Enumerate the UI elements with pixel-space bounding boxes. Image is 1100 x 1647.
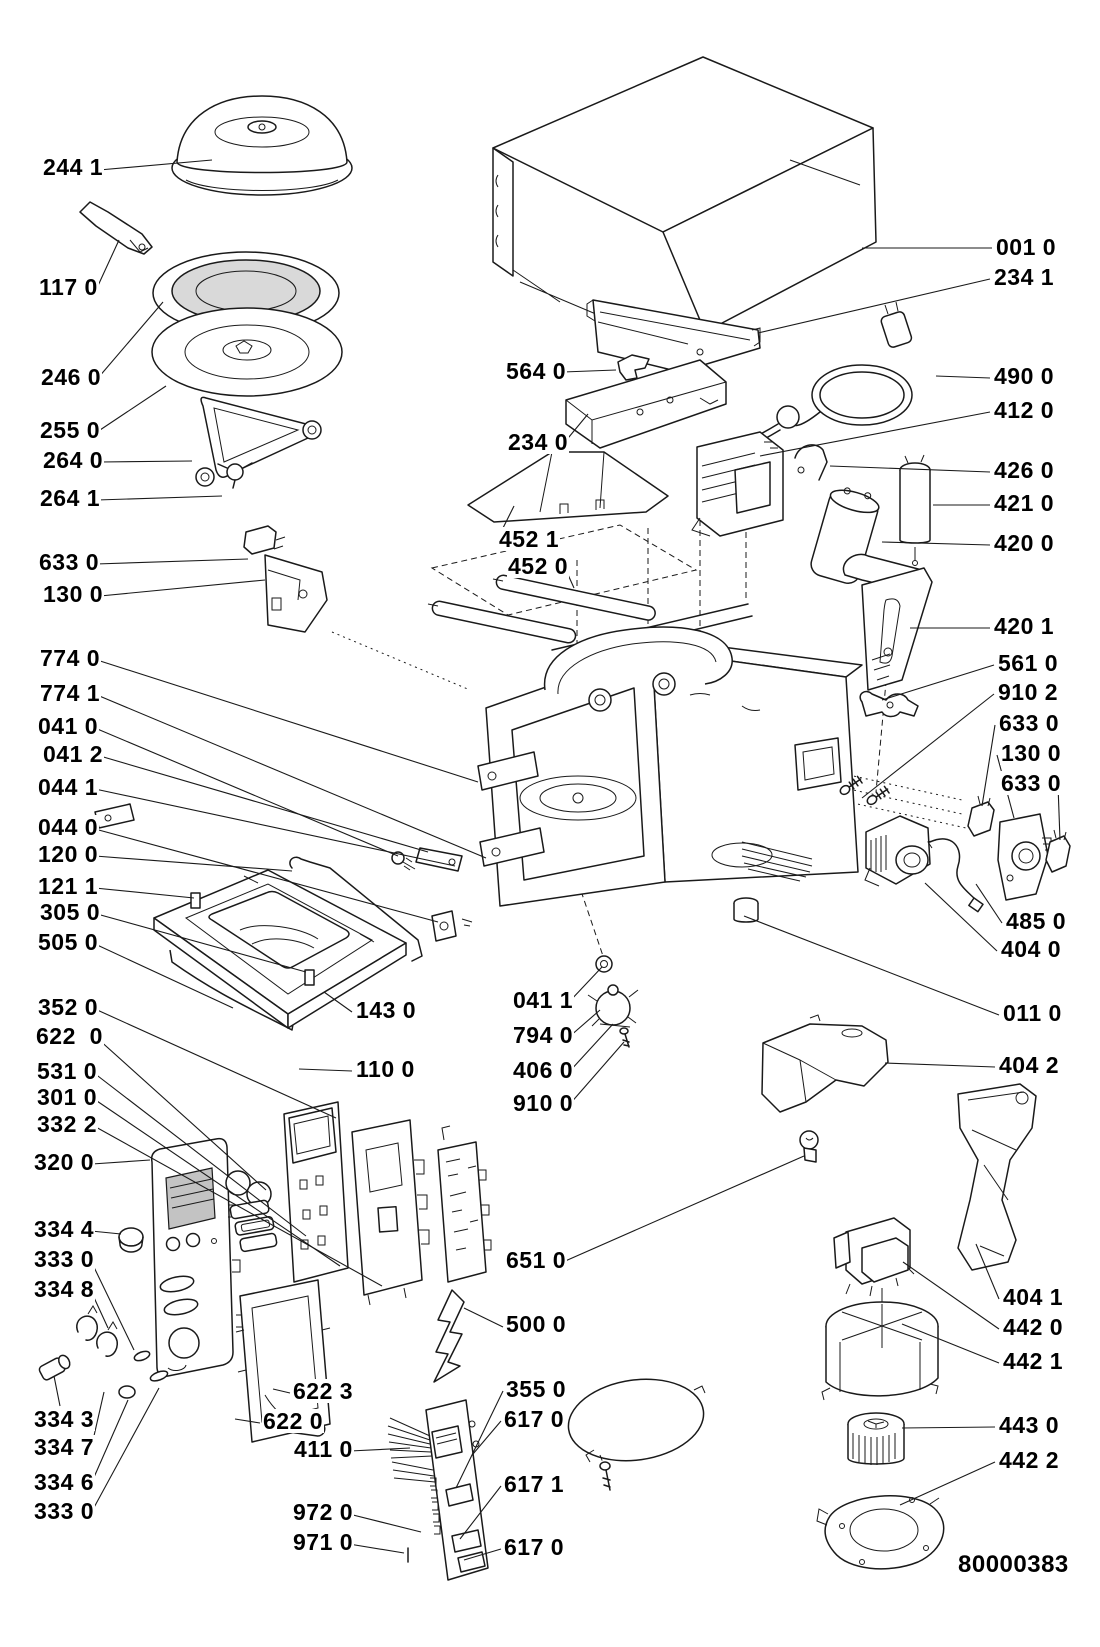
part-label-561-0: 561 0 [998,650,1059,676]
part-label-355-0: 355 0 [506,1376,567,1402]
part-label-442-0: 442 0 [1003,1314,1064,1340]
leader-line-244-1 [99,160,212,170]
part-label-443-0: 443 0 [999,1412,1060,1438]
part-label-490-0: 490 0 [994,363,1055,389]
part-label-110-0: 110 0 [356,1056,415,1082]
part-label-404-0: 404 0 [1001,936,1062,962]
leader-line-910-0 [569,1042,624,1105]
part-label-011-0: 011 0 [1003,1000,1062,1026]
leader-line-452-1 [503,506,514,528]
part-label-305-0: 305 0 [40,899,101,925]
part-label-633-0: 633 0 [39,549,100,575]
part-label-143-0: 143 0 [356,997,417,1023]
leader-line-264-1 [97,496,222,500]
leader-line-264-0 [100,461,192,462]
part-label-622-0: 622 0 [263,1408,324,1434]
leader-line-404-1 [976,1244,999,1299]
leader-line-910-2 [862,694,994,798]
leader-line-485-0 [976,884,1002,923]
part-label-044-0: 044 0 [38,814,99,840]
part-label-264-0: 264 0 [43,447,104,473]
part-label-333-0: 333 0 [34,1498,95,1524]
leader-line-411-0 [350,1448,410,1451]
part-label-505-0: 505 0 [38,929,99,955]
leader-line-774-1 [97,695,486,858]
part-label-334-4: 334 4 [34,1216,95,1242]
part-label-972-0: 972 0 [293,1499,354,1525]
part-label-617-0: 617 0 [504,1534,565,1560]
part-label-244-1: 244 1 [43,154,104,180]
part-label-442-2: 442 2 [999,1447,1060,1473]
part-label-404-2: 404 2 [999,1052,1060,1078]
leader-line-130-0 [100,580,265,596]
part-label-001-0: 001 0 [996,234,1057,260]
leader-line-971-0 [349,1544,404,1553]
part-label-041-2: 041 2 [43,741,104,767]
leader-line-041-2 [100,756,428,852]
leader-line-404-0 [925,883,997,951]
leader-line-561-0 [882,665,994,700]
leader-line-320-0 [92,1160,150,1164]
leader-line-246-0 [98,302,163,378]
part-label-910-0: 910 0 [513,1090,574,1116]
part-label-617-0: 617 0 [504,1406,565,1432]
part-label-044-1: 044 1 [38,774,99,800]
part-label-301-0: 301 0 [37,1084,98,1110]
part-label-130-0: 130 0 [43,581,104,607]
part-label-420-1: 420 1 [994,613,1055,639]
leader-line-505-0 [95,944,233,1008]
part-label-246-0: 246 0 [41,364,102,390]
leader-line-255-0 [97,386,166,432]
leader-line-117-0 [96,240,119,290]
part-label-121-1: 121 1 [38,873,99,899]
leader-line-121-1 [95,888,194,898]
leader-line-564-0 [563,370,616,372]
part-label-117-0: 117 0 [39,274,98,300]
leader-line-622-3 [273,1389,290,1393]
leader-line-617-0 [473,1421,501,1454]
leader-line-234-1 [758,279,990,333]
leader-line-617-1 [460,1486,501,1539]
part-label-485-0: 485 0 [1006,908,1067,934]
leader-line-334-6 [91,1400,128,1484]
part-label-255-0: 255 0 [40,417,101,443]
leader-line-443-0 [902,1427,995,1428]
part-label-120-0: 120 0 [38,841,99,867]
leader-line-011-0 [744,916,999,1015]
leader-line-972-0 [349,1514,421,1532]
part-label-622-3: 622 3 [293,1378,354,1404]
leader-line-633-0 [982,725,995,806]
part-label-406-0: 406 0 [513,1057,574,1083]
leader-line-420-0 [882,542,990,545]
part-label-234-1: 234 1 [994,264,1055,290]
part-label-334-8: 334 8 [34,1276,95,1302]
part-label-404-1: 404 1 [1003,1284,1064,1310]
part-label-633-0: 633 0 [999,710,1060,736]
part-label-041-1: 041 1 [513,987,574,1013]
leader-line-774-0 [97,660,478,782]
leader-line-332-2 [94,1126,382,1286]
part-label-234-0: 234 0 [508,429,569,455]
leader-line-334-3 [54,1376,60,1406]
leader-line-301-0 [94,1099,340,1266]
leader-line-305-0 [97,914,306,972]
part-label-320-0: 320 0 [34,1149,95,1175]
part-label-794-0: 794 0 [513,1022,574,1048]
part-label-420-0: 420 0 [994,530,1055,556]
part-label-264-1: 264 1 [40,485,101,511]
part-label-332-2: 332 2 [37,1111,98,1137]
drawing-number: 80000383 [958,1551,1069,1578]
leader-line-044-1 [95,789,455,866]
part-label-971-0: 971 0 [293,1529,354,1555]
leader-line-143-0 [324,992,352,1012]
part-label-910-2: 910 2 [998,679,1059,705]
leader-line-355-0 [456,1391,503,1488]
leader-line-442-2 [900,1462,995,1505]
part-label-617-1: 617 1 [504,1471,565,1497]
part-label-452-0: 452 0 [508,553,569,579]
leader-line-442-0 [903,1262,999,1329]
part-label-412-0: 412 0 [994,397,1055,423]
leader-line-531-0 [94,1073,306,1236]
part-label-500-0: 500 0 [506,1311,567,1337]
leader-line-044-0 [95,829,438,922]
part-label-411-0: 411 0 [294,1436,353,1462]
leader-line-490-0 [936,376,990,378]
leader-line-412-0 [760,412,990,456]
leader-line-041-0 [95,728,398,856]
part-label-774-0: 774 0 [40,645,101,671]
part-label-633-0: 633 0 [1001,770,1062,796]
leader-line-110-0 [299,1069,352,1071]
part-label-352-0: 352 0 [38,994,99,1020]
part-label-333-0: 333 0 [34,1246,95,1272]
part-label-421-0: 421 0 [994,490,1055,516]
part-label-334-6: 334 6 [34,1469,95,1495]
part-label-041-0: 041 0 [38,713,99,739]
leader-line-426-0 [830,466,990,472]
part-label-452-1: 452 1 [499,526,560,552]
leader-line-120-0 [95,856,292,871]
part-label-334-7: 334 7 [34,1434,95,1460]
part-label-531-0: 531 0 [37,1058,98,1084]
part-label-130-0: 130 0 [1001,740,1062,766]
part-label-651-0: 651 0 [506,1247,567,1273]
leader-line-500-0 [464,1308,503,1327]
leader-line-334-4 [91,1231,121,1234]
leader-line-442-1 [902,1324,999,1363]
leader-line-617-0 [464,1549,501,1560]
part-label-622-0: 622 0 [36,1023,103,1049]
leader-line-622-0 [97,1038,266,1190]
part-label-774-1: 774 1 [40,680,101,706]
leader-line-651-0 [563,1156,804,1262]
leader-line-622-0 [235,1419,260,1423]
part-label-564-0: 564 0 [506,358,567,384]
part-label-442-1: 442 1 [1003,1348,1064,1374]
leader-line-404-2 [885,1063,995,1067]
part-label-334-3: 334 3 [34,1406,95,1432]
leader-line-633-0 [96,559,248,564]
part-label-426-0: 426 0 [994,457,1055,483]
